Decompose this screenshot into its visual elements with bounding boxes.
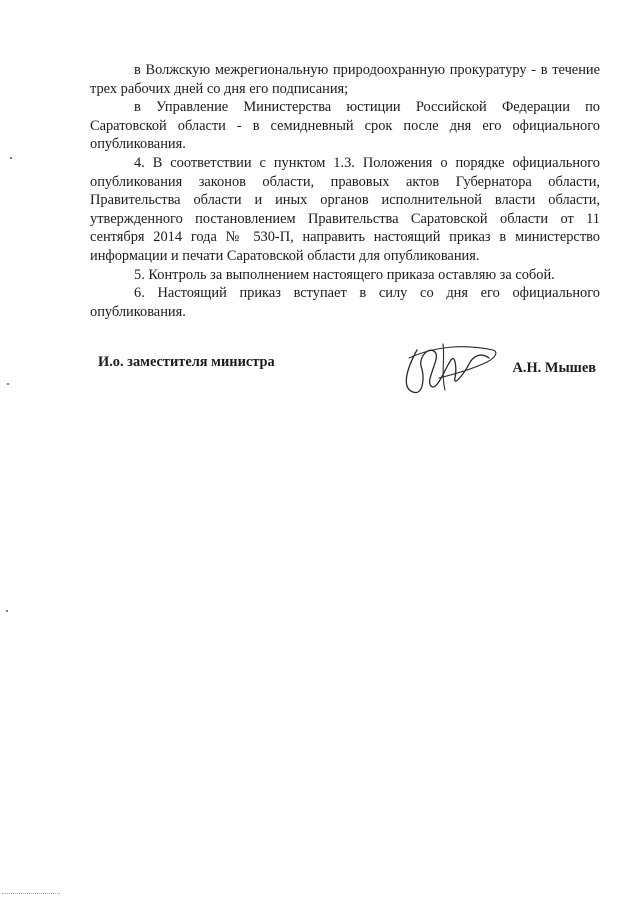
handwritten-signature — [395, 338, 505, 398]
signature-block — [90, 338, 600, 398]
scan-edge-dots — [2, 893, 60, 895]
document-body — [90, 61, 600, 321]
margin-mark — [7, 383, 9, 385]
paragraph-justice-ministry: в Управление Министерства юстиции Российской Федерации по Саратовской области - в семидневный срок после дня его официального опубликования. — [90, 99, 600, 153]
signatory-title: И.о. заместителя министра — [98, 354, 275, 370]
paragraph-item-4: 4. В соответствии с пунктом 1.3. Положения о порядке официального опубликования законов области, правовых актов Губернатора области, Правительства области и иных органов исполнительной власти области, утвержденного постановлением Правительства Саратовской области от 11 сентября 2014 года № 530-П, направить настоящий приказ в министерство информации и печати Саратовской области для опубликования. — [90, 154, 600, 264]
paragraph-item-6: 6. Настоящий приказ вступает в силу со дня его официального опубликования. — [90, 285, 600, 320]
margin-mark — [6, 610, 8, 612]
signatory-name: А.Н. Мышев — [512, 360, 596, 376]
paragraph-item-5: 5. Контроль за выполнением настоящего приказа оставляю за собой. — [134, 266, 555, 283]
margin-mark — [10, 157, 12, 159]
paragraph-prosecutor: в Волжскую межрегиональную природоохранную прокуратуру - в течение трех рабочих дней со дня его подписания; — [90, 62, 600, 97]
